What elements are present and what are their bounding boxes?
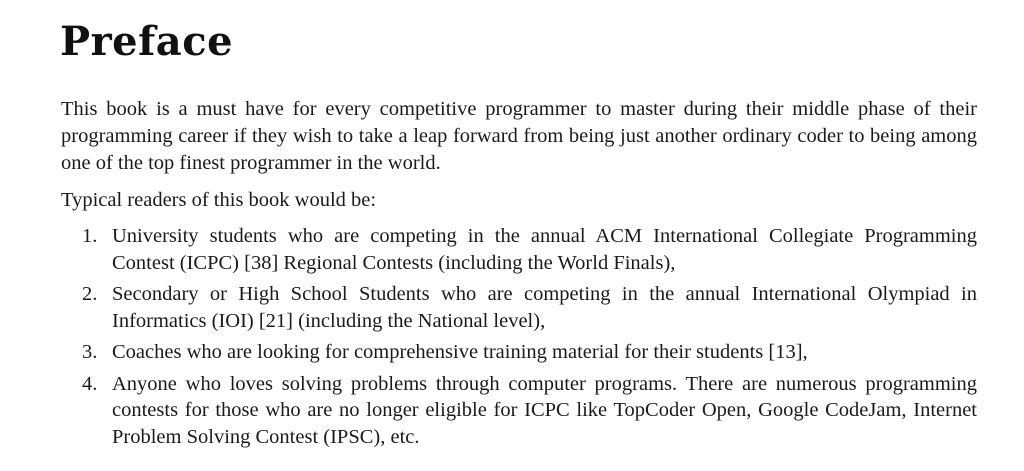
readers-list: [78, 223, 977, 455]
list-item-number: 2.: [82, 283, 98, 305]
list-item-text: University students who are competing in the annual ACM International Collegiate Programming Contest (ICPC) [38] Regional Contests (including the World Finals),: [112, 225, 977, 274]
list-item-text: Coaches who are looking for comprehensive training material for their students [13],: [112, 341, 808, 363]
list-item: [78, 281, 977, 334]
list-item-text: Secondary or High School Students who are competing in the annual International Olympiad in Informatics (IOI) [21] (including the National level),: [112, 283, 977, 332]
list-item: [78, 339, 977, 366]
list-item: [78, 371, 977, 451]
list-item-number: 4.: [82, 372, 98, 395]
list-item-number: 3.: [82, 341, 98, 363]
list-item: [78, 223, 977, 276]
list-item-text: Anyone who loves solving problems through computer programs. There are numerous programming contests for those who are no longer eligible for ICPC like TopCoder Open, Google CodeJam, Internet Problem Solving Contest (IPSC), etc.: [112, 372, 977, 448]
readers-lead-text: Typical readers of this book would be:: [61, 189, 377, 211]
page-title: Preface: [60, 18, 234, 65]
intro-paragraph: This book is a must have for every competitive programmer to master during their middle phase of their programming career if they wish to take a leap forward from being just another ordinary coder to being among one of the top finest programmer in the world.: [61, 98, 977, 174]
list-item-number: 1.: [82, 225, 98, 247]
